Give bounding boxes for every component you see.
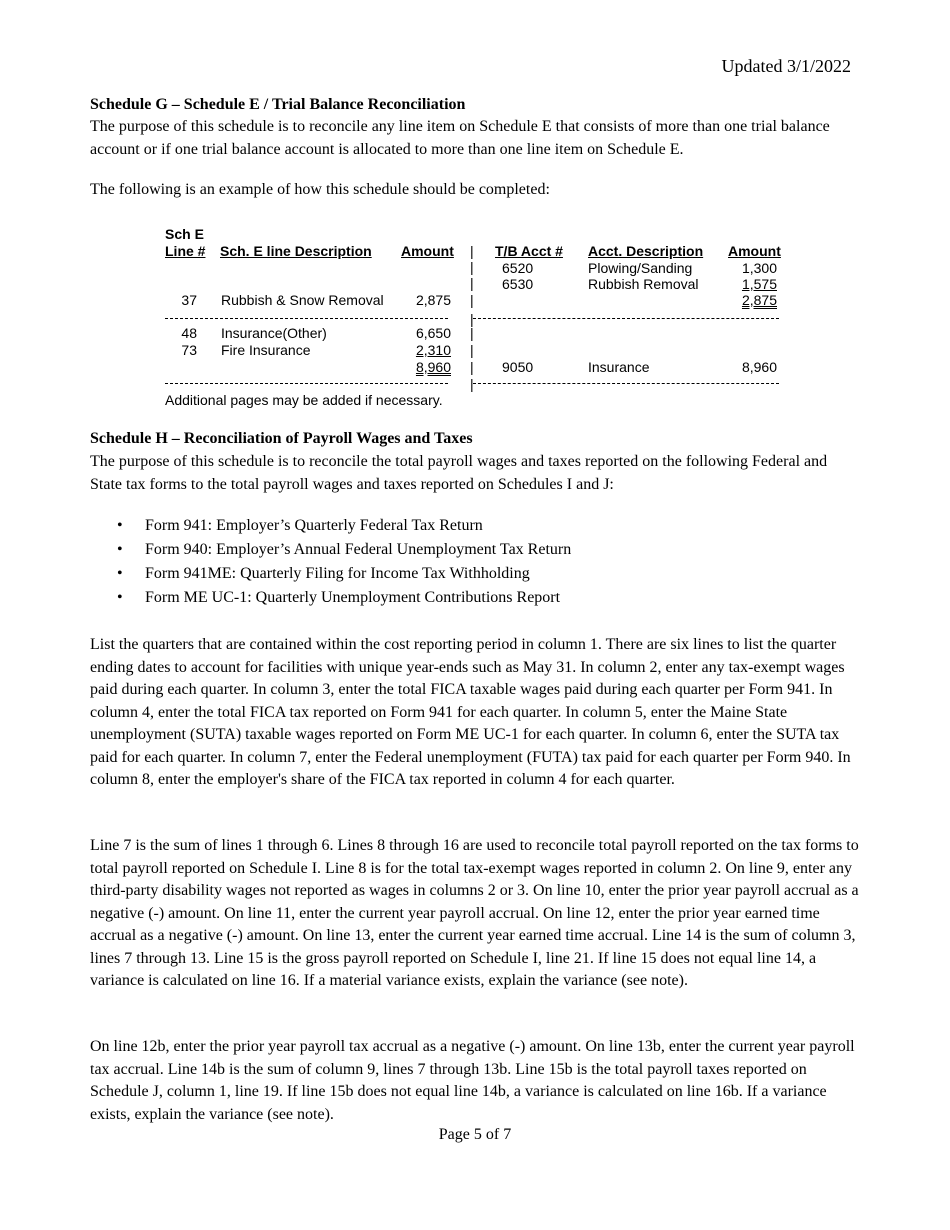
- tb-amount: 8,960: [741, 359, 777, 375]
- column-separator: |: [470, 325, 474, 341]
- sch-line: 73: [181, 342, 197, 358]
- sch-desc: Fire Insurance: [221, 342, 311, 358]
- column-separator: |: [470, 376, 474, 392]
- column-separator: |: [470, 243, 474, 259]
- header-line-description: Sch. E line Description: [220, 243, 372, 259]
- tb-amount: 1,300: [741, 260, 777, 276]
- tb-acct: 9050: [502, 359, 534, 375]
- bullet-icon: •: [117, 589, 123, 606]
- updated-date: Updated 3/1/2022: [721, 56, 851, 76]
- sch-desc: Insurance(Other): [221, 325, 327, 341]
- form-item: Form 941: Employer’s Quarterly Federal Tax Return: [145, 517, 483, 534]
- header-amount-right: Amount: [728, 243, 781, 259]
- divider-line: [473, 383, 779, 384]
- schedule-h-para-lines: Line 7 is the sum of lines 1 through 6. Lines 8 through 16 are used to reconcile total payroll reported on the tax forms to total payroll reported on Schedule I. Line 8 is for the total tax-exempt wages reported in column 2. On line 9, enter any third-party disability wages not reported as wages in columns 2 or 3. On line 10, enter the prior year payroll accrual as a negative (-) amount. On line 11, enter the current year payroll accrual. On line 12, enter the prior year earned time accrual as a negative (-) amount. On line 13, enter the current year earned time accrual. Line 14 is the sum of column 3, lines 7 through 13. Line 15 is the gross payroll reported on Schedule I, line 21. If line 15 does not equal line 14, a variance is calculated on line 16. If a material variance exists, explain the variance (see note).: [90, 837, 859, 989]
- tb-desc: Plowing/Sanding: [588, 260, 693, 276]
- schedule-h-para-tax-accrual: On line 12b, enter the prior year payroll tax accrual as a negative (-) amount. On line 13b, enter the current year payroll tax accrual. Line 14b is the sum of column 9, lines 7 through 13b. Line 15b is the total payroll taxes reported on Schedule J, column 1, line 19. If line 15b does not equal line 14b, a variance is calculated on line 16b. If a variance exists, explain the variance (see note).: [90, 1038, 855, 1123]
- tb-acct: 6520: [502, 260, 534, 276]
- tb-acct: 6530: [502, 276, 534, 292]
- divider-line: [165, 318, 448, 319]
- schedule-h-purpose: The purpose of this schedule is to reconcile the total payroll wages and taxes reported on the following Federal and State tax forms to the total payroll wages and taxes reported on Schedules I and J:: [90, 453, 828, 493]
- schedule-g-example-intro: The following is an example of how this schedule should be completed:: [90, 181, 550, 198]
- sch-line: 37: [181, 292, 197, 308]
- header-amount-left: Amount: [401, 243, 454, 259]
- sch-amount: 2,875: [415, 292, 451, 308]
- bullet-icon: •: [117, 541, 123, 558]
- form-item: Form 940: Employer’s Annual Federal Unemployment Tax Return: [145, 541, 572, 558]
- schedule-h-title: Schedule H – Reconciliation of Payroll Wages and Taxes: [90, 430, 473, 447]
- column-separator: |: [470, 292, 474, 308]
- schedule-g-title: Schedule G – Schedule E / Trial Balance Reconciliation: [90, 96, 466, 113]
- header-tb-acct: T/B Acct #: [495, 243, 563, 259]
- sch-amount: 6,650: [415, 325, 451, 341]
- schedule-h-para-columns: List the quarters that are contained within the cost reporting period in column 1. There are six lines to list the quarter ending dates to account for facilities with unique year-ends such as May 31. In column 2, enter any tax-exempt wages paid during each quarter. In column 3, enter the total FICA taxable wages paid during each quarter per Form 941. In column 4, enter the total FICA tax reported on Form 941 for each quarter. In column 5, enter the Maine State unemployment (SUTA) taxable wages reported on Form ME UC-1 for each quarter. In column 6, enter the SUTA tax paid for each quarter. In column 7, enter the Federal unemployment (FUTA) tax paid for each quarter per Form 940. In column 8, enter the employer's share of the FICA tax reported in column 4 for each quarter.: [90, 636, 851, 788]
- sch-amount: 2,310: [415, 342, 451, 358]
- list-item: [117, 514, 865, 538]
- bullet-icon: •: [117, 565, 123, 582]
- example-note: Additional pages may be added if necessary.: [165, 392, 443, 408]
- sch-desc: Rubbish & Snow Removal: [221, 292, 384, 308]
- column-separator: |: [470, 311, 474, 327]
- column-separator: |: [470, 259, 474, 275]
- sch-subtotal: 8,960: [415, 359, 451, 375]
- tax-forms-list: [90, 514, 865, 610]
- header-acct-description: Acct. Description: [588, 243, 704, 259]
- tb-subtotal: 2,875: [741, 292, 777, 308]
- sch-line: 48: [181, 325, 197, 341]
- form-item: Form 941ME: Quarterly Filing for Income Tax Withholding: [145, 565, 530, 582]
- header-line: Line #: [165, 243, 206, 259]
- divider-line: [473, 318, 779, 319]
- schedule-g-purpose: The purpose of this schedule is to reconcile any line item on Schedule E that consists of more than one trial balance account or if one trial balance account is allocated to more than one line item on Schedule E.: [90, 118, 830, 158]
- tb-desc: Rubbish Removal: [588, 276, 699, 292]
- tb-amount: 1,575: [741, 276, 777, 292]
- example-table: [165, 226, 785, 412]
- divider-line: [165, 383, 448, 384]
- page-number: Page 5 of 7: [438, 1126, 512, 1143]
- list-item: [117, 562, 865, 586]
- column-separator: |: [470, 275, 474, 291]
- list-item: [117, 538, 865, 562]
- list-item: [117, 586, 865, 610]
- tb-desc: Insurance: [588, 359, 650, 375]
- column-separator: |: [470, 359, 474, 375]
- header-sch-e: Sch E: [165, 226, 204, 242]
- form-item: Form ME UC-1: Quarterly Unemployment Contributions Report: [145, 589, 561, 606]
- column-separator: |: [470, 342, 474, 358]
- bullet-icon: •: [117, 517, 123, 534]
